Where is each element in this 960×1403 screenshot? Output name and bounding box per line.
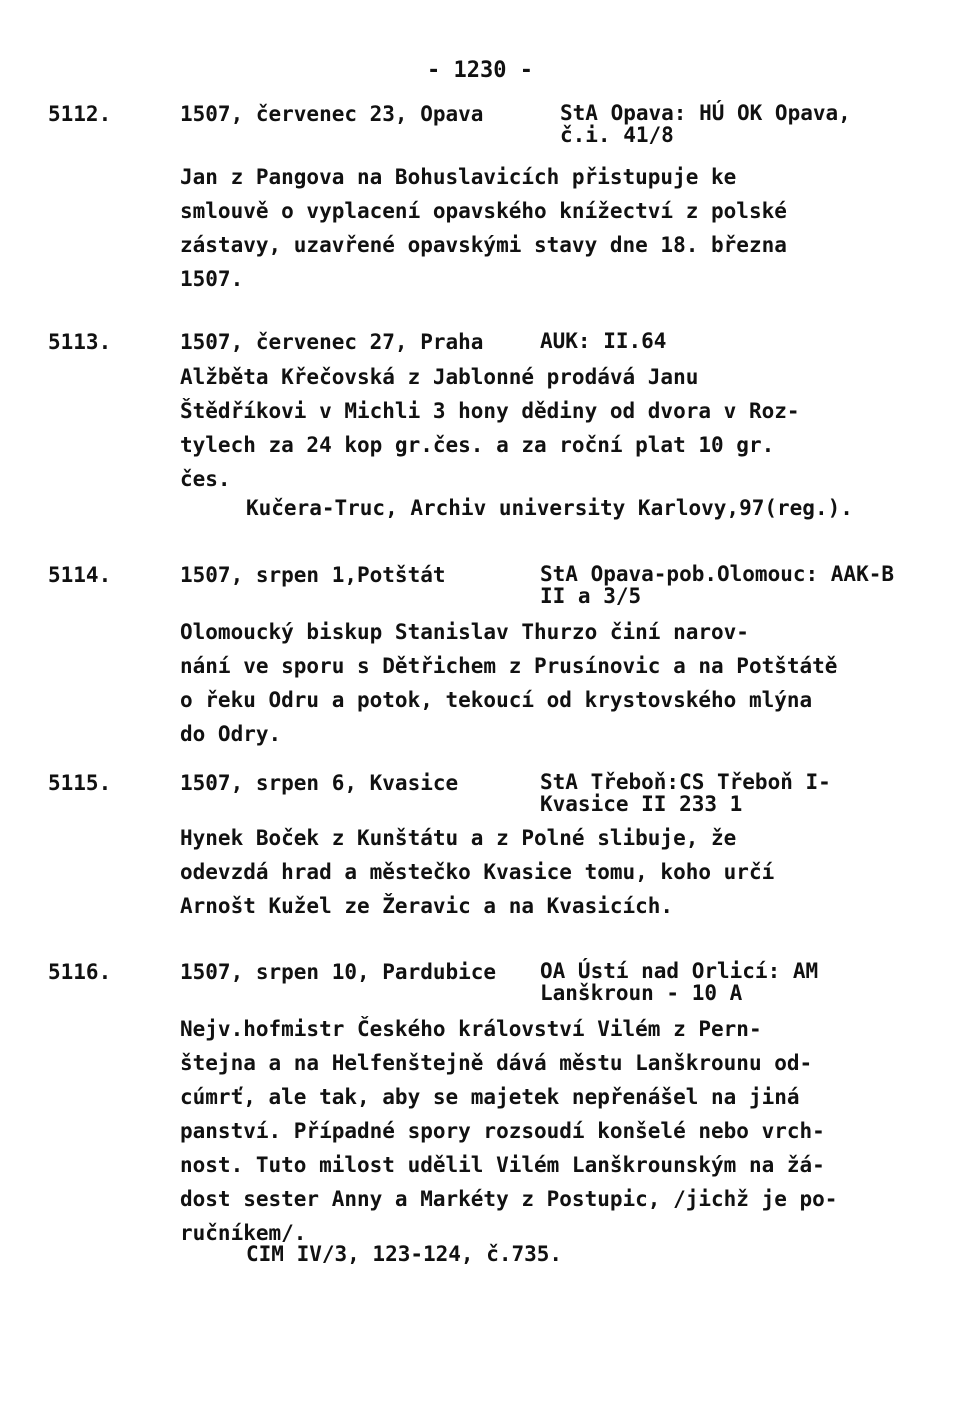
entry-number: 5115. [48, 771, 112, 795]
entry-source: StA Třeboň:CS Třeboň I-Kvasice II 233 1 [540, 770, 831, 816]
entry-date: 1507, červenec 27, Praha [180, 330, 484, 354]
page-number: - 1230 - [427, 58, 533, 83]
entry-source: StA Opava: HÚ OK Opava, č.i. 41/8 [560, 101, 851, 147]
entry-5112 [0, 102, 960, 302]
entry-reference: CIM IV/3, 123-124, č.735. [246, 1242, 563, 1266]
entry-date: 1507, srpen 1,Potštát [180, 563, 446, 587]
entry-date: 1507, srpen 6, Kvasice [180, 771, 459, 795]
entry-5116 [0, 960, 960, 1280]
entry-text: Alžběta Křečovská z Jablonné prodává Janu Štědříkovi v Michli 3 hony dědiny od dvora v Roz- tylech za 24 kop gr.čes. a za roční plat 10 gr. čes. [180, 365, 800, 491]
entry-number: 5113. [48, 330, 112, 354]
entry-5115 [0, 771, 960, 931]
entry-source: StA Opava-pob.Olomouc: AAK-B II a 3/5 [540, 562, 895, 608]
entry-reference: Kučera-Truc, Archiv university Karlovy,97(reg.). [246, 496, 853, 520]
entry-5114 [0, 563, 960, 753]
entry-text: Olomoucký biskup Stanislav Thurzo činí narov- nání ve sporu s Dětřichem z Prusínovic a na Potštátě o řeku Odru a potok, tekoucí od krystovského mlýna do Odry. [180, 620, 838, 746]
entry-number: 5116. [48, 960, 112, 984]
entry-text: Jan z Pangova na Bohuslavicích přistupuje ke smlouvě o vyplacení opavského knížectví z polské zástavy, uzavřené opavskými stavy dne 18. března 1507. [180, 165, 787, 291]
entry-number: 5114. [48, 563, 112, 587]
entry-date: 1507, srpen 10, Pardubice [180, 960, 497, 984]
entry-text: Nejv.hofmistr Českého království Vilém z Pern- štejna a na Helfenštejně dává městu Lanškrounu od- cúmrť, ale tak, aby se majetek nepřenášel na jiná panství. Případné spory rozsoudí konšelé nebo vrch- nost. Tuto milost udělil Vilém Lanškrounským na žá- dost sester Anny a Markéty z Postupic, /jichž je po- ručníkem/. [180, 1017, 838, 1245]
entry-source: OA Ústí nad Orlicí: AM Lanškroun - 10 A [540, 959, 819, 1005]
entry-number: 5112. [48, 102, 112, 126]
entry-text: Hynek Boček z Kunštátu a z Polné slibuje, že odevzdá hrad a městečko Kvasice tomu, koho určí Arnošt Kužel ze Žeravic a na Kvasicích. [180, 826, 775, 918]
entry-date: 1507, červenec 23, Opava [180, 102, 484, 126]
entry-source: AUK: II.64 [540, 329, 667, 353]
entry-5113 [0, 330, 960, 530]
